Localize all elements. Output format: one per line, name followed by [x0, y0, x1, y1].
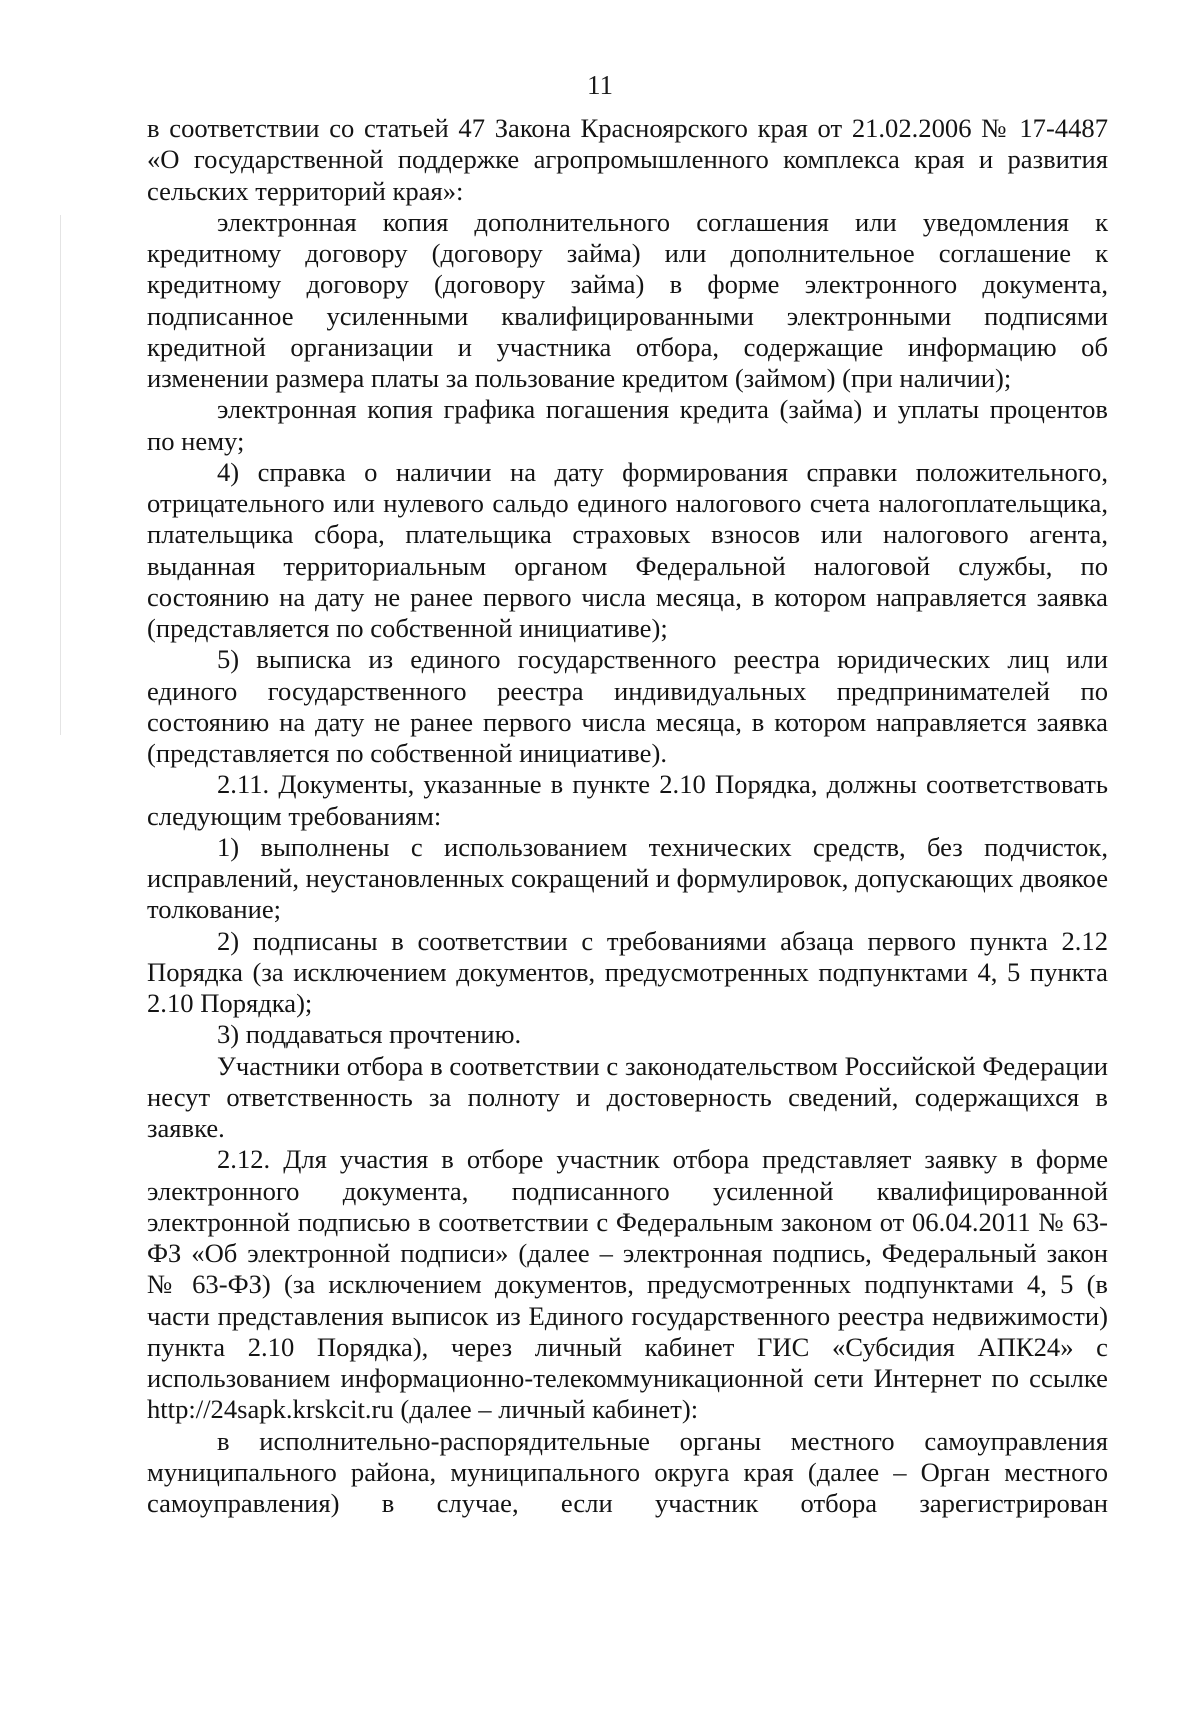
paragraph-responsibility: Участники отбора в соответствии с законодательством Российской Федерации несут ответственность за полноту и достоверность сведений, содержащихся в заявке.	[147, 1050, 1108, 1143]
paragraph-section-2-12: 2.12. Для участия в отборе участник отбора представляет заявку в форме электронного документа, подписанного усиленной квалифицированной электронной подписью в соответствии с Федеральным законом от 06.04.2011 № 63-ФЗ «Об электронной подписи» (далее – электронная подпись, Федеральный закон № 63-ФЗ) (за исключением документов, предусмотренных подпунктами 4, 5 (в части представления выписок из Единого государственного реестра недвижимости) пункта 2.10 Порядка), через личный кабинет ГИС «Субсидия АПК24» с использованием информационно-телекоммуникационной сети Интернет по ссылке http://24sapk.krskcit.ru (далее – личный кабинет):	[147, 1144, 1108, 1425]
paragraph-repayment-schedule: электронная копия графика погашения кредита (займа) и уплаты процентов по нему;	[147, 394, 1108, 456]
paragraph-section-2-11: 2.11. Документы, указанные в пункте 2.10 Порядка, должны соответствовать следующим требованиям:	[147, 769, 1108, 831]
paragraph-requirement-3: 3) поддаваться прочтению.	[217, 1019, 522, 1050]
paragraph-registry-extract: 5) выписка из единого государственного реестра юридических лиц или единого государственного реестра индивидуальных предпринимателей по состоянию на дату не ранее первого числа месяца, в котором направляется заявка (представляется по собственной инициативе).	[147, 644, 1108, 768]
paragraph-additional-agreement: электронная копия дополнительного соглашения или уведомления к кредитному договору (договору займа) или дополнительное соглашение к кредитному договору (договору займа) в форме электронного документа, подписанное усиленными квалифицированными электронными подписями кредитной организации и участника отбора, содержащие информацию об изменении размера платы за пользование кредитом (займом) (при наличии);	[147, 206, 1108, 393]
body-text	[147, 113, 1108, 1519]
paragraph-requirement-1: 1) выполнены с использованием технических средств, без подчисток, исправлений, неустановленных сокращений и формулировок, допускающих двоякое толкование;	[147, 831, 1108, 925]
paragraph-law-reference: в соответствии со статьей 47 Закона Красноярского края от 21.02.2006 № 17-4487 «О государственной поддержке агропромышленного комплекса края и развития сельских территорий края»:	[147, 113, 1108, 206]
paragraph-tax-certificate: 4) справка о наличии на дату формирования справки положительного, отрицательного или нулевого сальдо единого налогового счета налогоплательщика, плательщика сбора, плательщика страховых взносов или налогового агента, выданная территориальным органом Федеральной налоговой службы, по состоянию на дату не ранее первого числа месяца, в котором направляется заявка (представляется по собственной инициативе);	[147, 456, 1108, 643]
scan-margin-line	[60, 215, 61, 735]
page-number: 11	[587, 70, 613, 100]
paragraph-local-authority: в исполнительно-распорядительные органы местного самоуправления муниципального района, муниципального округа края (далее – Орган местного самоуправления) в случае, если участник отбора зарегистрирован	[147, 1425, 1108, 1518]
paragraph-requirement-2: 2) подписаны в соответствии с требованиями абзаца первого пункта 2.12 Порядка (за исключением документов, предусмотренных подпунктами 4, 5 пункта 2.10 Порядка);	[147, 925, 1108, 1018]
